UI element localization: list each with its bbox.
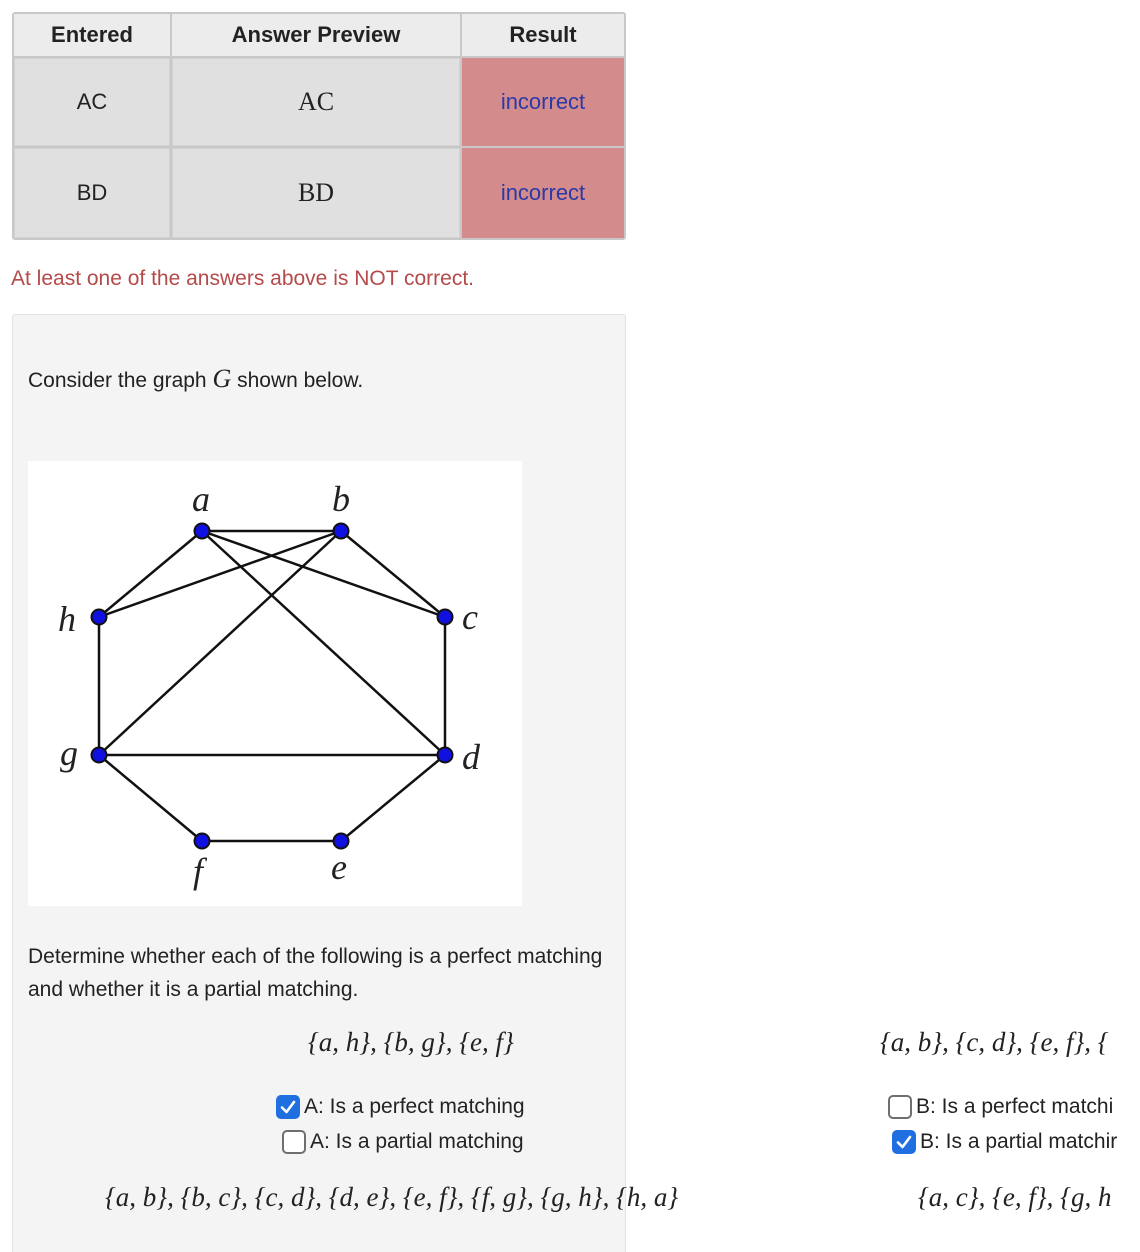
part-c-set: {a, b}, {b, c}, {c, d}, {d, e}, {e, f}, {f, g}, {g, h}, {h, a} xyxy=(105,1182,679,1212)
label-h: h xyxy=(58,599,76,639)
feedback-message: At least one of the answers above is NOT correct. xyxy=(11,267,474,290)
edge-b-h xyxy=(99,531,341,617)
vertex-d xyxy=(438,748,453,763)
graph-edges xyxy=(99,531,445,841)
vertex-c xyxy=(438,610,453,625)
part-b-perfect-option[interactable] xyxy=(888,1095,1113,1119)
part-a-partial-label: A: Is a partial matching xyxy=(310,1130,524,1153)
row2-entered: BD xyxy=(14,148,172,238)
vertex-f xyxy=(195,834,210,849)
edge-b-g xyxy=(99,531,341,755)
header-answer-preview: Answer Preview xyxy=(172,14,462,58)
check-icon xyxy=(279,1098,297,1116)
label-d: d xyxy=(462,737,480,777)
graph-figure xyxy=(28,461,522,906)
label-a: a xyxy=(192,479,210,519)
label-b: b xyxy=(332,479,350,519)
label-g: g xyxy=(60,733,78,773)
edge-d-e xyxy=(341,755,445,841)
part-b-partial-option[interactable] xyxy=(892,1130,1117,1154)
problem-instructions: Determine whether each of the following is a perfect matching and whether it is a partial matching. xyxy=(28,945,603,1001)
graph-variable: G xyxy=(212,364,232,393)
part-b-set: {a, b}, {c, d}, {e, f}, { xyxy=(880,1027,1109,1057)
graph-labels xyxy=(58,479,481,891)
intro-text-before: Consider the graph xyxy=(28,369,207,392)
intro-text-after: shown below. xyxy=(237,369,364,392)
row1-preview: AC xyxy=(172,58,462,148)
edge-h-a xyxy=(99,531,202,617)
graph-vertices xyxy=(92,524,453,849)
checkbox-a-partial[interactable] xyxy=(282,1130,306,1154)
part-a-perfect-label: A: Is a perfect matching xyxy=(304,1095,525,1118)
edge-a-c xyxy=(202,531,445,617)
row2-result: incorrect xyxy=(462,148,624,238)
vertex-a xyxy=(195,524,210,539)
label-f: f xyxy=(193,851,204,891)
vertex-b xyxy=(334,524,349,539)
part-a-perfect-option[interactable] xyxy=(276,1095,525,1119)
edge-b-c xyxy=(341,531,445,617)
label-c: c xyxy=(462,597,478,637)
check-icon xyxy=(895,1133,913,1151)
problem-intro xyxy=(28,364,363,394)
part-b-partial-label: B: Is a partial matchir xyxy=(920,1130,1118,1153)
checkbox-b-perfect[interactable] xyxy=(888,1095,912,1119)
results-table xyxy=(12,12,626,240)
header-entered: Entered xyxy=(14,14,172,58)
header-result: Result xyxy=(462,14,624,58)
row2-preview: BD xyxy=(172,148,462,238)
checkbox-a-perfect[interactable] xyxy=(276,1095,300,1119)
part-d-set: {a, c}, {e, f}, {g, h xyxy=(918,1182,1112,1212)
edge-f-g xyxy=(99,755,202,841)
part-a-partial-option[interactable] xyxy=(282,1130,524,1154)
part-a-set: {a, h}, {b, g}, {e, f} xyxy=(308,1027,514,1057)
vertex-h xyxy=(92,610,107,625)
row1-entered: AC xyxy=(14,58,172,148)
edge-a-d xyxy=(202,531,445,755)
part-b-perfect-label: B: Is a perfect matchi xyxy=(916,1095,1114,1118)
label-e: e xyxy=(331,847,347,887)
checkbox-b-partial[interactable] xyxy=(892,1130,916,1154)
row1-result: incorrect xyxy=(462,58,624,148)
graph-svg xyxy=(28,461,522,906)
vertex-g xyxy=(92,748,107,763)
